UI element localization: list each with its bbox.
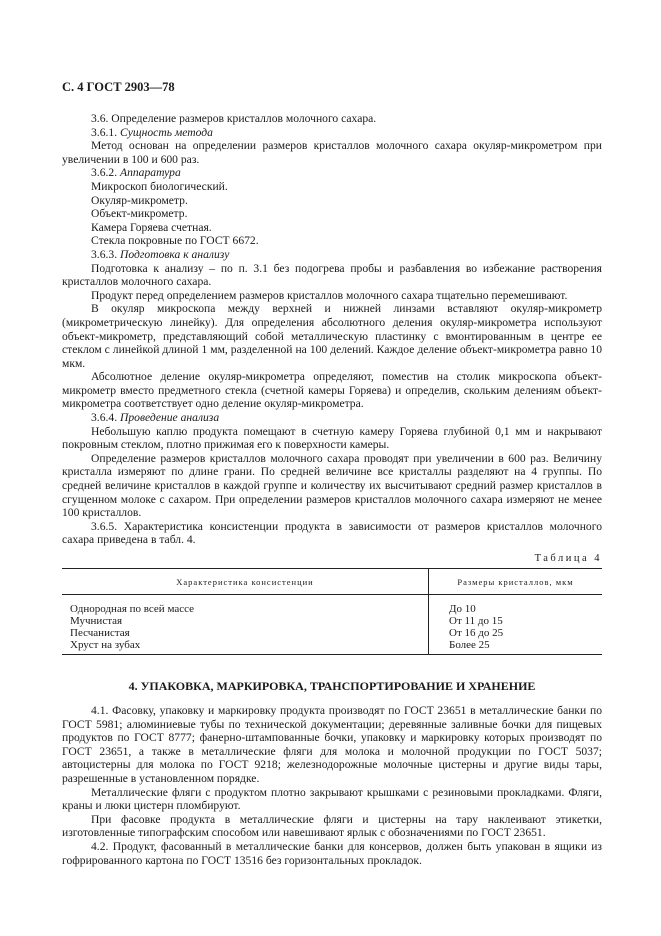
clause-title: Аппаратура xyxy=(120,166,181,180)
clause-title: Подготовка к анализу xyxy=(120,247,230,261)
paragraph: При фасовке продукта в металлические фляги и цистерны на тару наклеивают этикетки, изготовленные типографским способом или навешивают ярлык с обозначениями по ГОСТ 23651. xyxy=(62,812,602,840)
clause-number: 3.6.2. xyxy=(91,166,118,180)
paragraph: Абсолютное деление окуляр-микрометра определяют, поместив на столик микроскопа объект-микрометр вместо предметного стекла (счетной камеры Горяева) и определив, скольким делениям объект-микрометра соответствует одно деление окуляр-микрометра. xyxy=(62,370,602,411)
apparatus-item: Стекла покровные по ГОСТ 6672. xyxy=(91,234,259,248)
table-row xyxy=(62,639,602,655)
table-header-cell: Размеры кристаллов, мкм xyxy=(429,569,603,595)
apparatus-item: Объект-микрометр. xyxy=(91,207,188,221)
apparatus-item: Окуляр-микрометр. xyxy=(91,193,188,207)
paragraph: Металлические фляги с продуктом плотно закрывают крышками с резиновыми прокладками. Фляги, краны и люки цистерн пломбируют. xyxy=(62,785,602,813)
table-cell: Песчанистая xyxy=(62,627,429,639)
clause-3-6-2-heading xyxy=(62,166,602,180)
clause-3-6-4-heading xyxy=(62,411,602,425)
clause-3-6-1-heading xyxy=(62,126,602,140)
table-header-cell: Характеристика консистенции xyxy=(62,569,429,595)
table-row xyxy=(62,615,602,627)
clause-number: 3.6.4. xyxy=(91,411,118,425)
table-row xyxy=(62,627,602,639)
table-row xyxy=(62,595,602,616)
clause-3-6-5: 3.6.5. Характеристика консистенции продукта в зависимости от размеров кристаллов молочного сахара приведена в табл. 4. xyxy=(62,519,602,547)
clause-number: 3.6.1. xyxy=(91,125,118,139)
section-4-title: 4. УПАКОВКА, МАРКИРОВКА, ТРАНСПОРТИРОВАНИЕ И ХРАНЕНИЕ xyxy=(128,679,536,693)
clause-title: Проведение анализа xyxy=(120,411,220,425)
clause-number: 3.6.3. xyxy=(91,247,118,261)
paragraph: В окуляр микроскопа между верхней и нижней линзами вставляют окуляр-микрометр (микрометрическую линейку). Для определения абсолютного деления окуляр-микрометра используют объект-микрометр, представляющий собой металлическую пластинку с вмонтированным в центре ее стеклом с линейкой длиной 1 мм, разделенной на 100 делений. Каждое деление объект-микрометра равно 10 мкм. xyxy=(62,302,602,370)
table-cell: Мучнистая xyxy=(62,615,429,627)
page-body xyxy=(62,112,602,867)
page-header: С. 4 ГОСТ 2903—78 xyxy=(62,80,175,94)
apparatus-item: Микроскоп биологический. xyxy=(91,179,228,193)
table-cell: От 11 до 15 xyxy=(449,615,503,627)
clause-title: Сущность метода xyxy=(120,125,213,139)
table-caption: Таблица 4 xyxy=(534,553,602,564)
clause-4-1: 4.1. Фасовку, упаковку и маркировку продукта производят по ГОСТ 23651 в металлические банки по ГОСТ 5981; алюминиевые тубы по технической документации; деревянные заливные бочки для пищевых продуктов по ГОСТ 8777; фанерно-штампованные бочки, упаковку и маркировку которых производят по ГОСТ 23651, а также в металлические фляги для молока и молочной продукции по ГОСТ 5037; автоцистерны для молока по ГОСТ 9218; железнодорожные молочные цистерны и другие виды тары, разрешенные в установленном порядке. xyxy=(62,704,602,785)
table-cell: Более 25 xyxy=(429,639,603,655)
paragraph: Продукт перед определением размеров кристаллов молочного сахара тщательно перемешивают. xyxy=(91,288,568,302)
table-cell: До 10 xyxy=(449,603,476,615)
table-cell: Однородная по всей массе xyxy=(62,595,429,616)
clause-3-6-3-heading xyxy=(62,248,602,262)
table-4 xyxy=(62,568,602,655)
table-cell: От 16 до 25 xyxy=(449,627,504,639)
table-cell: Хруст на зубах xyxy=(62,639,429,655)
paragraph: Подготовка к анализу – по п. 3.1 без подогрева пробы и разбавления во избежание растворения кристаллов молочного сахара. xyxy=(62,261,602,289)
clause-3-6-1-text: Метод основан на определении размеров кристаллов молочного сахара окуляр-микрометром при увеличении в 100 и 600 раз. xyxy=(62,139,602,166)
apparatus-item: Камера Горяева счетная. xyxy=(91,220,212,234)
clause-4-2: 4.2. Продукт, фасованный в металлические банки для консервов, должен быть упакован в ящики из гофрированного картона по ГОСТ 13516 без горизонтальных прокладок. xyxy=(62,839,602,867)
paragraph: Небольшую каплю продукта помещают в счетную камеру Горяева глубиной 0,1 мм и накрывают покровным стеклом, плотно прижимая его к поверхности камеры. xyxy=(62,424,602,452)
clause-3-6: 3.6. Определение размеров кристаллов молочного сахара. xyxy=(91,112,377,125)
paragraph: Определение размеров кристаллов молочного сахара проводят при увеличении в 600 раз. Величину кристалла измеряют по длине грани. По средней величине все кристаллы разделяют на 4 группы. По средней величине кристаллов в каждой группе и количеству их высчитывают средний размер кристаллов в сгущенном молоке с сахаром. При определении размеров кристаллов молочного сахара измеряют не менее 100 кристаллов. xyxy=(62,451,602,520)
